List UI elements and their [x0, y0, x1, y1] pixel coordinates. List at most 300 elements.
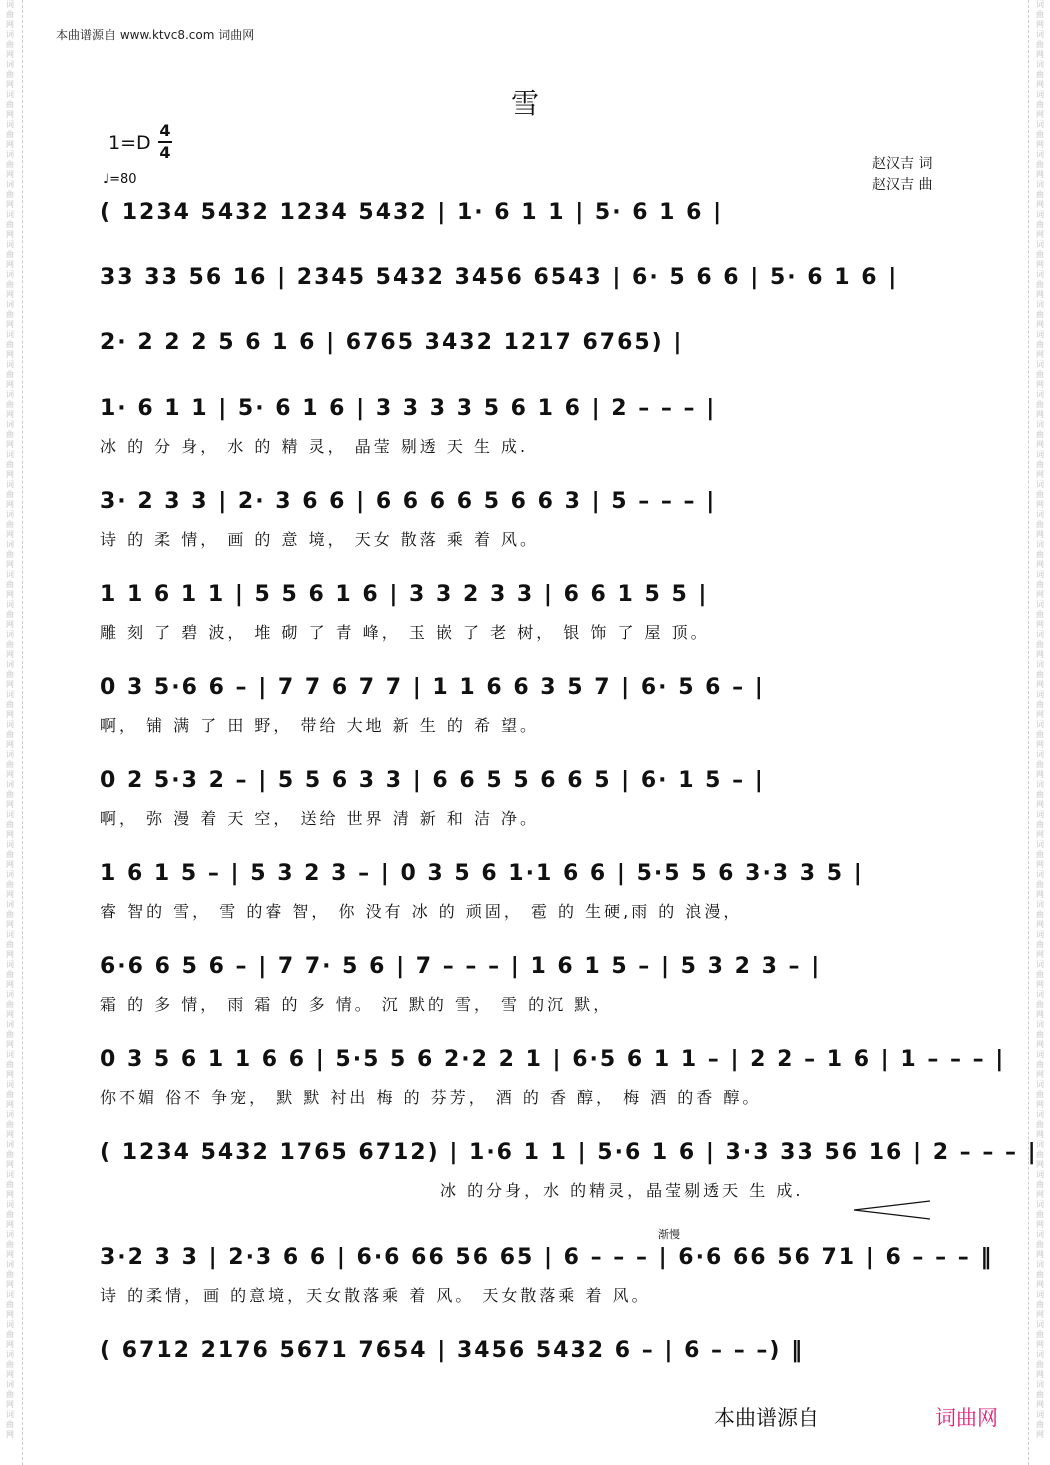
left-watermark [3, 0, 17, 1465]
watermark-char: 曲 [1036, 1090, 1044, 1099]
notes-line: 3· 2 3 3 | 2· 3 6 6 | 6 6 6 6 5 6 6 3 | 5 – – – | [100, 489, 717, 514]
watermark-char: 曲 [1036, 70, 1044, 79]
watermark-char: 网 [6, 1190, 14, 1199]
watermark-char: 词 [6, 750, 14, 759]
watermark-char: 词 [6, 1170, 14, 1179]
watermark-char: 曲 [6, 520, 14, 529]
watermark-char: 词 [6, 210, 14, 219]
tempo-marking: ♩=80 [103, 172, 137, 187]
watermark-char: 网 [1036, 650, 1044, 659]
watermark-char: 词 [6, 900, 14, 909]
watermark-char: 网 [1036, 860, 1044, 869]
watermark-char: 网 [6, 230, 14, 239]
watermark-char: 词 [1036, 0, 1044, 9]
watermark-char: 曲 [1036, 10, 1044, 19]
notes-line: 0 3 5·6 6 – | 7 7 6 7 7 | 1 1 6 6 3 5 7 | 6· 5 6 – | [100, 675, 765, 700]
watermark-char: 曲 [6, 730, 14, 739]
watermark-char: 曲 [6, 880, 14, 889]
watermark-char: 曲 [1036, 670, 1044, 679]
watermark-char: 曲 [1036, 1150, 1044, 1159]
watermark-char: 网 [1036, 290, 1044, 299]
watermark-char: 词 [1036, 1020, 1044, 1029]
watermark-char: 网 [6, 320, 14, 329]
watermark-char: 曲 [6, 760, 14, 769]
watermark-char: 词 [1036, 30, 1044, 39]
right-watermark [1033, 0, 1047, 1465]
watermark-char: 网 [1036, 710, 1044, 719]
watermark-char: 网 [1036, 1310, 1044, 1319]
watermark-char: 网 [1036, 1370, 1044, 1379]
watermark-char: 词 [1036, 1170, 1044, 1179]
watermark-char: 曲 [6, 1240, 14, 1249]
watermark-char: 词 [6, 60, 14, 69]
lyrics-line: 啊， 铺 满 了 田 野， 带给 大地 新 生 的 希 望。 [100, 716, 540, 735]
watermark-char: 曲 [1036, 130, 1044, 139]
watermark-char: 词 [1036, 480, 1044, 489]
watermark-char: 词 [1036, 630, 1044, 639]
watermark-char: 词 [1036, 1200, 1044, 1209]
watermark-char: 网 [6, 170, 14, 179]
watermark-char: 词 [6, 330, 14, 339]
notes-line: ( 6712 2176 5671 7654 | 3456 5432 6 – | 6 – – –) ‖ [100, 1338, 805, 1363]
watermark-char: 曲 [6, 1360, 14, 1369]
watermark-char: 词 [1036, 1080, 1044, 1089]
watermark-char: 曲 [1036, 1210, 1044, 1219]
watermark-char: 网 [6, 80, 14, 89]
watermark-char: 网 [1036, 1010, 1044, 1019]
watermark-char: 词 [6, 1320, 14, 1329]
watermark-char: 词 [6, 360, 14, 369]
time-top: 4 [159, 121, 171, 140]
watermark-char: 网 [6, 20, 14, 29]
watermark-char: 网 [6, 980, 14, 989]
ritardando-marking: 渐慢 [658, 1228, 680, 1241]
watermark-char: 网 [6, 1400, 14, 1409]
watermark-char: 曲 [1036, 700, 1044, 709]
watermark-char: 曲 [6, 850, 14, 859]
notes-line: 2· 2 2 2 5 6 1 6 | 6765 3432 1217 6765) | [100, 330, 684, 355]
watermark-char: 词 [6, 420, 14, 429]
watermark-char: 词 [6, 1140, 14, 1149]
watermark-char: 网 [1036, 200, 1044, 209]
lyrics-line: 啊， 弥 漫 着 天 空， 送给 世界 清 新 和 洁 净。 [100, 809, 540, 828]
watermark-char: 曲 [1036, 1330, 1044, 1339]
watermark-char: 网 [6, 50, 14, 59]
watermark-char: 网 [1036, 410, 1044, 419]
watermark-char: 词 [1036, 270, 1044, 279]
watermark-char: 曲 [6, 700, 14, 709]
watermark-char: 曲 [6, 1060, 14, 1069]
watermark-char: 曲 [6, 130, 14, 139]
watermark-char: 词 [1036, 960, 1044, 969]
watermark-char: 曲 [6, 310, 14, 319]
watermark-char: 网 [6, 1310, 14, 1319]
watermark-char: 网 [1036, 50, 1044, 59]
watermark-char: 曲 [1036, 940, 1044, 949]
watermark-char: 网 [6, 260, 14, 269]
watermark-char: 曲 [6, 820, 14, 829]
watermark-char: 网 [1036, 1160, 1044, 1169]
watermark-char: 曲 [6, 160, 14, 169]
song-title: 雪 [510, 87, 539, 120]
watermark-char: 曲 [1036, 970, 1044, 979]
watermark-char: 词 [1036, 150, 1044, 159]
watermark-char: 曲 [1036, 550, 1044, 559]
watermark-char: 曲 [1036, 1300, 1044, 1309]
watermark-char: 词 [6, 780, 14, 789]
lyrics-line: 诗 的柔情，画 的意境，天女散落乘 着 风。 天女散落乘 着 风。 [100, 1286, 651, 1305]
watermark-char: 词 [1036, 930, 1044, 939]
watermark-char: 词 [1036, 1410, 1044, 1419]
watermark-char: 词 [1036, 360, 1044, 369]
watermark-char: 曲 [6, 1120, 14, 1129]
watermark-char: 词 [1036, 60, 1044, 69]
watermark-char: 词 [6, 0, 14, 9]
watermark-char: 网 [6, 650, 14, 659]
watermark-char: 词 [6, 660, 14, 669]
watermark-char: 网 [6, 770, 14, 779]
notes-line: 1 6 1 5 – | 5 3 2 3 – | 0 3 5 6 1·1 6 6 | 5·5 5 6 3·3 3 5 | [100, 861, 864, 886]
watermark-char: 词 [6, 240, 14, 249]
watermark-char: 曲 [1036, 580, 1044, 589]
watermark-char: 词 [6, 510, 14, 519]
notes-line: 1· 6 1 1 | 5· 6 1 6 | 3 3 3 3 5 6 1 6 | 2 – – – | [100, 396, 717, 421]
watermark-char: 网 [1036, 1190, 1044, 1199]
watermark-char: 曲 [1036, 250, 1044, 259]
watermark-char: 词 [1036, 420, 1044, 429]
watermark-char: 网 [6, 380, 14, 389]
watermark-char: 网 [1036, 380, 1044, 389]
watermark-char: 网 [6, 530, 14, 539]
watermark-char: 词 [1036, 300, 1044, 309]
watermark-char: 曲 [1036, 520, 1044, 529]
watermark-char: 网 [6, 680, 14, 689]
watermark-char: 曲 [6, 430, 14, 439]
watermark-char: 词 [1036, 690, 1044, 699]
notes-line: 1 1 6 1 1 | 5 5 6 1 6 | 3 3 2 3 3 | 6 6 1 5 5 | [100, 582, 709, 607]
watermark-char: 网 [1036, 560, 1044, 569]
watermark-char: 网 [1036, 740, 1044, 749]
watermark-char: 曲 [6, 1180, 14, 1189]
time-bottom: 4 [159, 143, 171, 162]
watermark-char: 词 [1036, 1050, 1044, 1059]
watermark-char: 曲 [6, 190, 14, 199]
watermark-char: 词 [1036, 600, 1044, 609]
watermark-char: 网 [1036, 1070, 1044, 1079]
watermark-char: 曲 [1036, 160, 1044, 169]
watermark-char: 词 [6, 300, 14, 309]
watermark-char: 词 [6, 1110, 14, 1119]
watermark-char: 词 [6, 690, 14, 699]
watermark-char: 曲 [1036, 760, 1044, 769]
watermark-char: 词 [1036, 1290, 1044, 1299]
watermark-char: 网 [6, 200, 14, 209]
watermark-char: 曲 [1036, 910, 1044, 919]
watermark-char: 曲 [1036, 1060, 1044, 1069]
watermark-char: 曲 [6, 250, 14, 259]
lyrics-line: 睿 智的 雪， 雪 的睿 智， 你 没有 冰 的 顽固， 雹 的 生硬,雨 的 浪漫， [100, 902, 743, 921]
watermark-char: 词 [1036, 990, 1044, 999]
key-signature: 1=D [108, 132, 151, 154]
watermark-char: 曲 [6, 610, 14, 619]
watermark-char: 网 [6, 440, 14, 449]
watermark-char: 网 [1036, 920, 1044, 929]
watermark-char: 词 [1036, 660, 1044, 669]
watermark-char: 曲 [1036, 490, 1044, 499]
watermark-char: 词 [6, 450, 14, 459]
watermark-char: 网 [1036, 1130, 1044, 1139]
watermark-char: 词 [1036, 90, 1044, 99]
watermark-char: 词 [6, 630, 14, 639]
lyrics-line: 冰 的分身，水 的精灵，晶莹剔透天 生 成. [440, 1181, 804, 1200]
watermark-char: 曲 [1036, 370, 1044, 379]
watermark-char: 曲 [1036, 280, 1044, 289]
credits [872, 154, 932, 196]
watermark-char: 曲 [6, 1210, 14, 1219]
watermark-char: 曲 [6, 1330, 14, 1339]
watermark-char: 网 [1036, 590, 1044, 599]
watermark-char: 曲 [6, 1150, 14, 1159]
watermark-char: 曲 [1036, 310, 1044, 319]
watermark-char: 网 [1036, 140, 1044, 149]
watermark-char: 网 [6, 950, 14, 959]
watermark-char: 网 [1036, 830, 1044, 839]
watermark-char: 词 [1036, 1140, 1044, 1149]
watermark-char: 网 [1036, 680, 1044, 689]
watermark-char: 曲 [6, 40, 14, 49]
watermark-char: 曲 [1036, 730, 1044, 739]
watermark-char: 曲 [1036, 1240, 1044, 1249]
watermark-char: 词 [1036, 1110, 1044, 1119]
lyrics-line: 你不媚 俗不 争宠， 默 默 衬出 梅 的 芬芳， 酒 的 香 醇， 梅 酒 的香 醇。 [100, 1088, 762, 1107]
watermark-char: 曲 [6, 580, 14, 589]
watermark-char: 曲 [6, 340, 14, 349]
watermark-char: 网 [6, 830, 14, 839]
watermark-char: 词 [6, 1050, 14, 1059]
watermark-char: 词 [6, 270, 14, 279]
watermark-char: 曲 [1036, 1000, 1044, 1009]
watermark-char: 网 [6, 1130, 14, 1139]
watermark-char: 曲 [1036, 610, 1044, 619]
watermark-char: 网 [1036, 230, 1044, 239]
watermark-char: 词 [1036, 750, 1044, 759]
watermark-char: 网 [1036, 950, 1044, 959]
watermark-char: 网 [1036, 800, 1044, 809]
watermark-char: 词 [6, 150, 14, 159]
notes-line: 3·2 3 3 | 2·3 6 6 | 6·6 66 56 65 | 6 – – – | 6·6 66 56 71 | 6 – – – ‖ [100, 1245, 994, 1270]
watermark-char: 网 [6, 920, 14, 929]
time-signature [158, 122, 172, 162]
watermark-char: 曲 [6, 1030, 14, 1039]
lyrics-line: 霜 的 多 情， 雨 霜 的 多 情。 沉 默的 雪， 雪 的沉 默， [100, 995, 613, 1014]
watermark-char: 词 [1036, 900, 1044, 909]
watermark-char: 词 [6, 180, 14, 189]
watermark-char: 网 [6, 890, 14, 899]
lyrics-line: 诗 的 柔 情， 画 的 意 境， 天女 散落 乘 着 风。 [100, 530, 540, 549]
watermark-char: 词 [1036, 780, 1044, 789]
composer: 赵汉吉 曲 [872, 177, 933, 193]
watermark-char: 网 [6, 1100, 14, 1109]
watermark-char: 词 [6, 810, 14, 819]
watermark-char: 词 [6, 570, 14, 579]
watermark-char: 词 [6, 1200, 14, 1209]
watermark-char: 曲 [6, 1300, 14, 1309]
watermark-char: 词 [1036, 1260, 1044, 1269]
watermark-char: 曲 [1036, 40, 1044, 49]
lyricist: 赵汉吉 词 [872, 156, 933, 172]
watermark-char: 网 [6, 1280, 14, 1289]
footer-source: 本曲谱源自 [714, 1406, 819, 1430]
watermark-char: 词 [6, 30, 14, 39]
watermark-char: 曲 [6, 370, 14, 379]
watermark-char: 词 [6, 1230, 14, 1239]
watermark-char: 网 [1036, 110, 1044, 119]
watermark-char: 网 [6, 470, 14, 479]
watermark-char: 曲 [6, 460, 14, 469]
watermark-char: 曲 [1036, 640, 1044, 649]
watermark-char: 词 [1036, 1350, 1044, 1359]
watermark-char: 网 [1036, 1340, 1044, 1349]
watermark-char: 网 [1036, 980, 1044, 989]
watermark-char: 网 [6, 1250, 14, 1259]
watermark-char: 词 [1036, 330, 1044, 339]
watermark-char: 网 [6, 500, 14, 509]
watermark-char: 曲 [1036, 790, 1044, 799]
watermark-char: 词 [1036, 450, 1044, 459]
watermark-char: 词 [6, 1290, 14, 1299]
watermark-char: 网 [6, 290, 14, 299]
watermark-char: 网 [6, 620, 14, 629]
watermark-char: 网 [1036, 470, 1044, 479]
watermark-char: 网 [6, 800, 14, 809]
watermark-char: 网 [6, 590, 14, 599]
lyrics-line: 雕 刻 了 碧 波， 堆 砌 了 青 峰， 玉 嵌 了 老 树， 银 饰 了 屋 顶。 [100, 623, 710, 642]
watermark-char: 曲 [6, 1000, 14, 1009]
watermark-char: 曲 [6, 70, 14, 79]
watermark-char: 词 [6, 870, 14, 879]
watermark-char: 网 [6, 1430, 14, 1439]
watermark-char: 曲 [6, 1270, 14, 1279]
watermark-char: 词 [6, 840, 14, 849]
watermark-char: 曲 [6, 220, 14, 229]
decrescendo-hairpin [852, 1199, 932, 1221]
watermark-char: 曲 [1036, 1120, 1044, 1129]
watermark-char: 网 [1036, 350, 1044, 359]
watermark-char: 曲 [1036, 880, 1044, 889]
watermark-char: 网 [6, 1370, 14, 1379]
watermark-char: 曲 [6, 280, 14, 289]
watermark-char: 词 [1036, 540, 1044, 549]
source-note: 本曲谱源自 www.ktvc8.com 词曲网 [56, 28, 255, 42]
watermark-char: 网 [6, 1340, 14, 1349]
watermark-char: 曲 [6, 10, 14, 19]
watermark-char: 网 [1036, 20, 1044, 29]
watermark-char: 网 [1036, 500, 1044, 509]
watermark-char: 网 [6, 1040, 14, 1049]
watermark-char: 网 [1036, 620, 1044, 629]
watermark-char: 曲 [6, 910, 14, 919]
watermark-char: 词 [1036, 390, 1044, 399]
watermark-char: 词 [1036, 180, 1044, 189]
watermark-char: 词 [1036, 840, 1044, 849]
watermark-char: 网 [6, 740, 14, 749]
watermark-char: 曲 [1036, 1360, 1044, 1369]
watermark-char: 词 [6, 120, 14, 129]
watermark-char: 曲 [1036, 100, 1044, 109]
watermark-char: 网 [1036, 1220, 1044, 1229]
watermark-char: 曲 [6, 100, 14, 109]
watermark-char: 曲 [6, 640, 14, 649]
watermark-char: 曲 [1036, 460, 1044, 469]
watermark-char: 词 [1036, 210, 1044, 219]
watermark-char: 词 [1036, 1230, 1044, 1239]
watermark-char: 词 [1036, 870, 1044, 879]
watermark-char: 词 [1036, 240, 1044, 249]
watermark-char: 词 [6, 990, 14, 999]
watermark-char: 网 [1036, 1040, 1044, 1049]
watermark-char: 曲 [1036, 1390, 1044, 1399]
watermark-char: 网 [6, 350, 14, 359]
watermark-char: 曲 [1036, 190, 1044, 199]
watermark-char: 曲 [1036, 400, 1044, 409]
watermark-char: 词 [6, 480, 14, 489]
watermark-char: 曲 [6, 400, 14, 409]
notes-line: 0 3 5 6 1 1 6 6 | 5·5 5 6 2·2 2 1 | 6·5 6 1 1 – | 2 2 – 1 6 | 1 – – – | [100, 1047, 1006, 1072]
watermark-char: 网 [6, 710, 14, 719]
watermark-char: 词 [6, 540, 14, 549]
watermark-char: 词 [1036, 120, 1044, 129]
notes-line: ( 1234 5432 1765 6712) | 1·6 1 1 | 5·6 1 6 | 3·3 33 56 16 | 2 – – – | [100, 1140, 1038, 1165]
watermark-char: 曲 [1036, 850, 1044, 859]
watermark-char: 曲 [1036, 1180, 1044, 1189]
watermark-char: 词 [6, 1410, 14, 1419]
watermark-char: 词 [1036, 810, 1044, 819]
watermark-char: 词 [6, 930, 14, 939]
watermark-char: 网 [1036, 1250, 1044, 1259]
watermark-char: 词 [6, 1080, 14, 1089]
watermark-char: 网 [6, 860, 14, 869]
watermark-char: 曲 [1036, 430, 1044, 439]
watermark-char: 网 [6, 560, 14, 569]
watermark-char: 网 [1036, 1400, 1044, 1409]
watermark-char: 词 [6, 720, 14, 729]
watermark-char: 词 [6, 1380, 14, 1389]
watermark-char: 网 [1036, 80, 1044, 89]
watermark-char: 曲 [6, 970, 14, 979]
watermark-char: 曲 [1036, 820, 1044, 829]
watermark-char: 网 [1036, 1280, 1044, 1289]
watermark-char: 词 [6, 90, 14, 99]
watermark-char: 网 [6, 1160, 14, 1169]
watermark-char: 曲 [1036, 1270, 1044, 1279]
watermark-char: 网 [6, 410, 14, 419]
watermark-char: 网 [1036, 1100, 1044, 1109]
watermark-char: 网 [1036, 530, 1044, 539]
watermark-char: 网 [1036, 770, 1044, 779]
watermark-char: 曲 [1036, 220, 1044, 229]
watermark-char: 曲 [1036, 340, 1044, 349]
notes-line: 0 2 5·3 2 – | 5 5 6 3 3 | 6 6 5 5 6 6 5 | 6· 1 5 – | [100, 768, 765, 793]
watermark-char: 网 [1036, 170, 1044, 179]
watermark-char: 词 [6, 1260, 14, 1269]
watermark-char: 曲 [6, 1420, 14, 1429]
watermark-char: 网 [6, 140, 14, 149]
watermark-char: 词 [6, 390, 14, 399]
watermark-char: 网 [1036, 260, 1044, 269]
watermark-char: 曲 [6, 1090, 14, 1099]
watermark-char: 词 [1036, 1380, 1044, 1389]
watermark-char: 词 [1036, 510, 1044, 519]
